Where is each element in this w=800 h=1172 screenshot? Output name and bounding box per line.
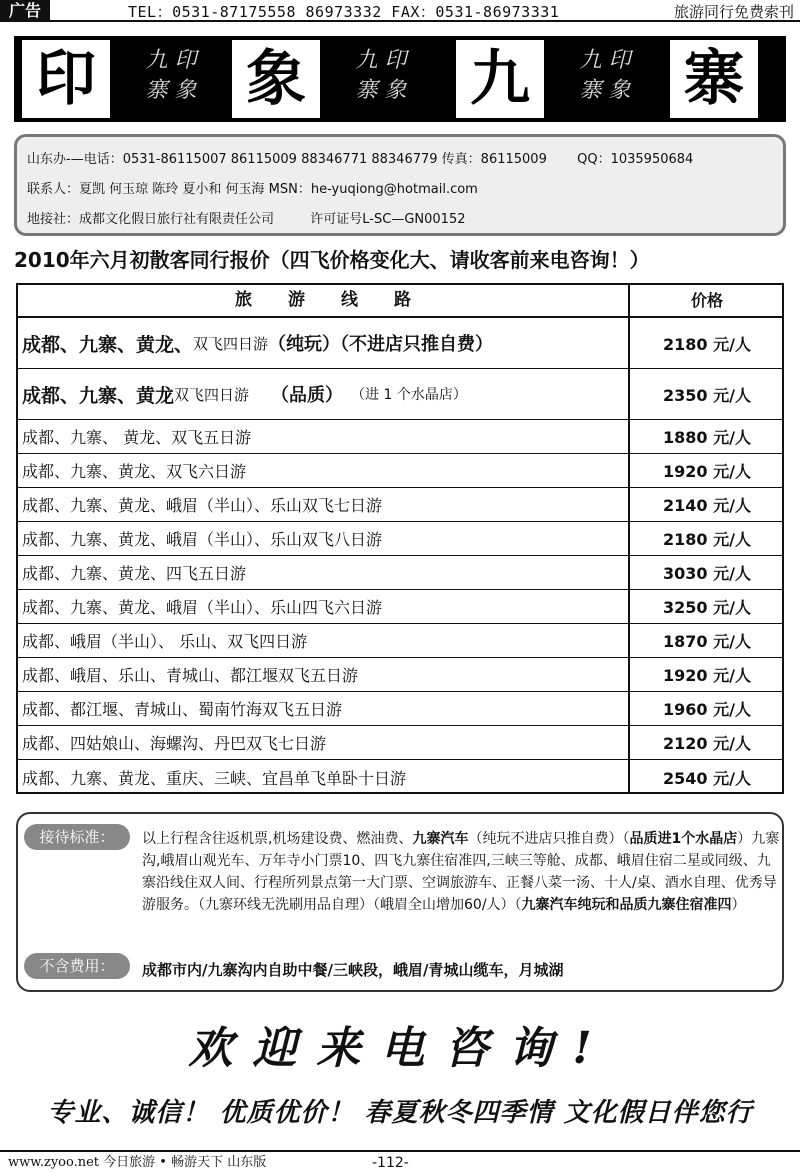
route-cell: 成都、峨眉（半山）、 乐山、双飞四日游 — [18, 624, 630, 657]
price-cell: 1880 元/人 — [663, 428, 751, 447]
standards-bold: 九寨汽车 — [412, 831, 469, 847]
ornament-bottom: 寨 象 — [145, 78, 197, 103]
standards-box — [16, 812, 784, 992]
banner-ornament — [560, 46, 650, 112]
route-cell: 成都、都江堰、青城山、蜀南竹海双飞五日游 — [18, 692, 630, 725]
office-phones: 山东办-—电话：0531-86115007 86115009 88346771 88346779 传真：86115009 — [27, 152, 547, 167]
route-cell: 成都、九寨、黄龙、双飞六日游 — [18, 454, 630, 487]
price-headline: 2010年六月初散客同行报价（四飞价格变化大、请收客前来电咨询！） — [14, 248, 650, 272]
contact-box — [14, 134, 786, 236]
price-cell: 2180 元/人 — [663, 530, 751, 549]
table-row — [18, 590, 782, 624]
price-cell: 2140 元/人 — [663, 496, 751, 515]
route-cell: 成都、九寨、黄龙、四飞五日游 — [18, 556, 630, 589]
table-row — [18, 556, 782, 590]
price-cell: 2120 元/人 — [663, 734, 751, 753]
price-cell: 1920 元/人 — [663, 666, 751, 685]
table-row — [18, 420, 782, 454]
ornament-top: 九 印 — [145, 48, 197, 73]
standards-part: ） — [731, 897, 746, 913]
table-row — [18, 692, 782, 726]
free-catalog-note: 旅游同行免费索刊 — [673, 3, 794, 21]
table-row — [18, 760, 782, 794]
banner-char: 印 — [22, 40, 110, 118]
route-cell: 成都、九寨、黄龙、重庆、三峡、宜昌单飞单卧十日游 — [18, 760, 630, 794]
price-cell: 2540 元/人 — [663, 768, 751, 788]
banner-ornament — [336, 46, 426, 112]
table-row — [18, 488, 782, 522]
banner-char: 象 — [232, 40, 320, 118]
standards-tag: 接待标准： — [24, 824, 130, 850]
standards-part: ）九寨沟,峨眉山观光车、万年寺小门票10、四飞九寨住宿准四,三峡三等舱、成都、峨眉住宿二星或同级、九寨沿线住双人间、行程所列景点第一大门票、空调旅游车、正餐八菜一汤、十人/桌、酒水自理、优秀导游服务。（九寨环线无洗刷用品自理）（峨眉全山增加60/人）（ — [142, 831, 780, 913]
ornament-top: 九 印 — [579, 48, 631, 73]
price-cell: 2350 元/人 — [663, 385, 751, 405]
table-row — [18, 318, 782, 369]
qq-number: QQ：1035950684 — [577, 152, 694, 167]
page-number: -112- — [372, 1155, 409, 1171]
table-row — [18, 726, 782, 760]
route-cell: 成都、九寨、 黄龙、双飞五日游 — [18, 420, 630, 453]
route-cell: 成都、四姑娘山、海螺沟、丹巴双飞七日游 — [18, 726, 630, 759]
route-cell: 成都、九寨、黄龙、峨眉（半山）、乐山四飞六日游 — [18, 590, 630, 623]
route-note: （纯玩）（不进店只推自费） — [268, 334, 494, 355]
route-cell: 成都、九寨、黄龙、峨眉（半山）、乐山双飞八日游 — [18, 522, 630, 555]
route-column-header: 旅游线路 — [18, 285, 630, 316]
license-number: 许可证号L-SC—GN00152 — [310, 212, 466, 227]
ornament-bottom: 寨 象 — [579, 78, 631, 103]
table-header — [18, 285, 782, 318]
standards-text — [142, 828, 782, 916]
standards-part: 以上行程含往返机票,机场建设费、燃油费、 — [142, 831, 413, 847]
slogan: 专业、诚信！ 优质优价！ 春夏秋冬四季情 文化假日伴您行 — [47, 1098, 753, 1128]
table-row — [18, 624, 782, 658]
standards-bold: 品质进1个水晶店 — [629, 831, 738, 847]
top-bar — [0, 0, 800, 22]
table-row — [18, 369, 782, 420]
route-name: 双飞四日游 — [174, 385, 250, 404]
route-note: （品质） — [271, 385, 344, 406]
price-table — [16, 283, 784, 794]
price-cell: 1960 元/人 — [663, 700, 751, 719]
table-row — [18, 522, 782, 556]
route-cell: 成都、峨眉、乐山、青城山、都江堰双飞五日游 — [18, 658, 630, 691]
contact-row — [27, 205, 783, 235]
table-row — [18, 454, 782, 488]
table-row — [18, 658, 782, 692]
route-cell — [18, 369, 630, 419]
banner-char: 寨 — [670, 40, 758, 118]
price-cell: 1870 元/人 — [663, 632, 751, 651]
price-cell: 3030 元/人 — [663, 564, 751, 583]
agency-address: 地接社：成都文化假日旅行社有限责任公司 — [27, 212, 275, 227]
price-cell: 1920 元/人 — [663, 462, 751, 481]
route-highlight: 成都、九寨、黄龙、 — [22, 333, 194, 356]
price-cell: 3250 元/人 — [663, 598, 751, 617]
standards-part: （纯玩不进店只推自费）（ — [468, 831, 630, 847]
top-contact: TEL：0531-87175558 86973332 FAX：0531-86973331 — [128, 3, 560, 21]
route-cell: 成都、九寨、黄龙、峨眉（半山）、乐山双飞七日游 — [18, 488, 630, 521]
footer-site: www.zyoo.net 今日旅游 • 畅游天下 山东版 — [8, 1155, 267, 1170]
price-column-header: 价格 — [690, 291, 723, 310]
route-highlight: 成都、九寨、黄龙 — [22, 384, 175, 407]
contact-row — [27, 175, 783, 205]
ad-label: 广告 — [0, 0, 50, 22]
ornament-top: 九 印 — [355, 48, 407, 73]
route-cell — [18, 318, 630, 368]
route-name: 双飞四日游 — [193, 334, 269, 353]
welcome-banner: 欢迎来电咨询! — [188, 1023, 612, 1074]
ornament-bottom: 寨 象 — [355, 78, 407, 103]
exclusions-tag: 不含费用： — [24, 953, 130, 979]
banner-char: 九 — [456, 40, 544, 118]
standards-bold: 九寨汽车纯玩和品质九寨住宿准四 — [521, 897, 732, 913]
footer — [0, 1150, 800, 1172]
price-cell: 2180 元/人 — [663, 334, 751, 354]
contact-people: 联系人：夏凯 何玉琼 陈玲 夏小和 何玉海 MSN：he-yuqiong@hotmail.com — [27, 182, 478, 197]
contact-row — [27, 145, 783, 175]
exclusions-text: 成都市内/九寨沟内自助中餐/三峡段，峨眉/青城山缆车，月城湖 — [142, 961, 564, 979]
banner-ornament — [126, 46, 216, 112]
route-small-note: （进 1 个水晶店） — [351, 387, 467, 403]
title-banner — [14, 36, 786, 122]
